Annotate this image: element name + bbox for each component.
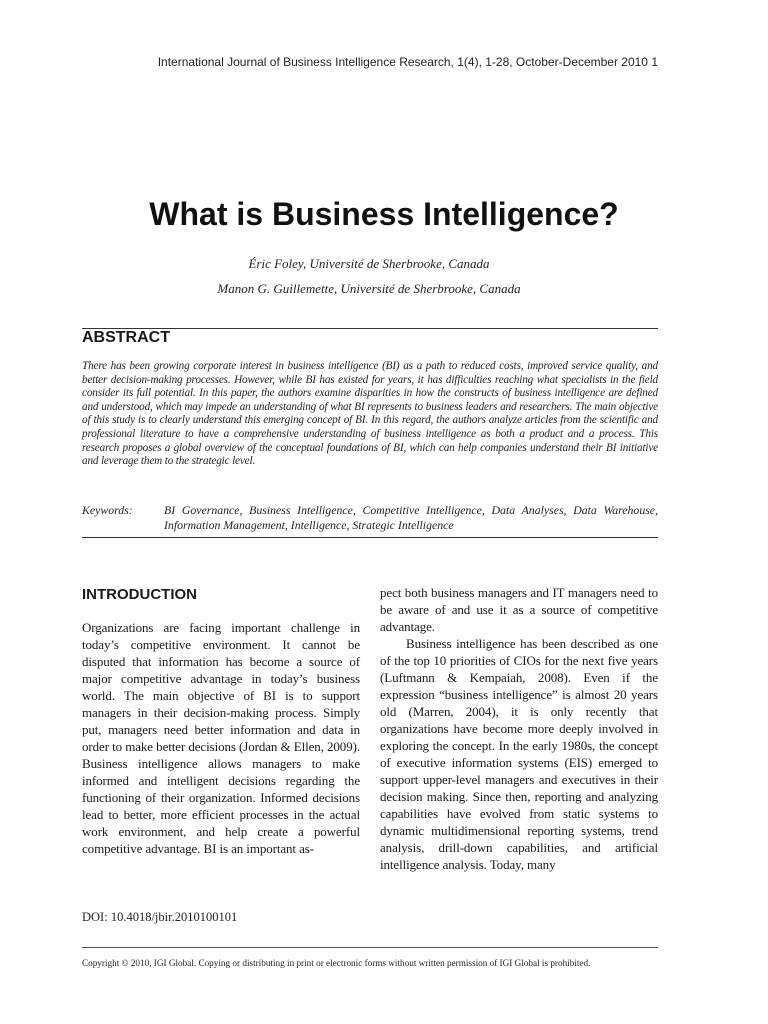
keywords-block	[82, 503, 658, 532]
intro-paragraph-2: Business intelligence has been described as one of the top 10 priorities of CIOs for the next five years (Luftmann & Kempaiah, 2008). Even if the expression “business intelligence” is almost 20 years old (Marren, 2004), it is only recently that organizations have become more deeply involved in exploring the concept. In the early 1980s, the concept of executive information systems (EIS) emerged to support upper-level managers and executives in their decision making. Since then, reporting and analyzing capabilities have evolved from static systems to dynamic multidimensional reporting systems, trend analysis, drill-down capabilities, and artificial intelligence analysis. Today, many	[380, 636, 658, 872]
article-title: What is Business Intelligence?	[149, 196, 619, 232]
author-1: Éric Foley, Université de Sherbrooke, Canada	[248, 256, 490, 271]
keywords-label: Keywords:	[82, 503, 133, 517]
doi: DOI: 10.4018/jbir.2010100101	[82, 910, 238, 924]
running-head: International Journal of Business Intelligence Research, 1(4), 1-28, October-December 2010 1	[157, 55, 658, 69]
abstract-heading: ABSTRACT	[82, 329, 170, 346]
author-2: Manon G. Guillemette, Université de Sherbrooke, Canada	[217, 281, 521, 296]
introduction-heading: INTRODUCTION	[82, 586, 197, 603]
copyright-notice: Copyright © 2010, IGI Global. Copying or distributing in print or electronic forms without written permission of IGI Global is prohibited.	[82, 958, 591, 968]
keywords-text: BI Governance, Business Intelligence, Competitive Intelligence, Data Analyses, Data Warehouse, Information Management, Intelligence, Strategic Intelligence	[164, 503, 658, 532]
abstract-text: There has been growing corporate interest in business intelligence (BI) as a path to reduced costs, improved service quality, and better decision-making processes. However, while BI has existed for years, it has difficulties reaching what specialists in the field consider its full potential. In this paper, the authors examine disparities in how the constructs of business intelligence are defined and understood, which may impede an understanding of what BI represents to business leaders and researchers. The main objective of this study is to clearly understand this emerging concept of BI. In this regard, the authors analyze articles from the scientific and professional literature to have a comprehensive understanding of business intelligence as both a product and a process. This research proposes a global overview of the conceptual foundations of BI, which can help companies understand their BI initiative and leverage them to the strategic level.	[82, 360, 658, 468]
intro-paragraph-1: Organizations are facing important challenge in today’s competitive environment. It cannot be disputed that information has become a source of major competitive advantage in today’s business world. The main objective of BI is to support managers in their decision-making process. Simply put, managers need better information and data in order to make better decisions (Jordan & Ellen, 2009). Business intelligence allows managers to make informed and intelligent decisions regarding the functioning of their organization. Informed decisions lead to better, more efficient processes in the actual work environment, and help create a powerful competitive advantage. BI is an important as-	[82, 620, 360, 856]
intro-paragraph-continued: pect both business managers and IT managers need to be aware of and use it as a source of competitive advantage.	[380, 585, 658, 634]
footer-divider	[82, 947, 658, 948]
left-column	[82, 619, 360, 857]
right-column	[380, 584, 658, 873]
abstract-bottom-divider	[82, 537, 658, 538]
